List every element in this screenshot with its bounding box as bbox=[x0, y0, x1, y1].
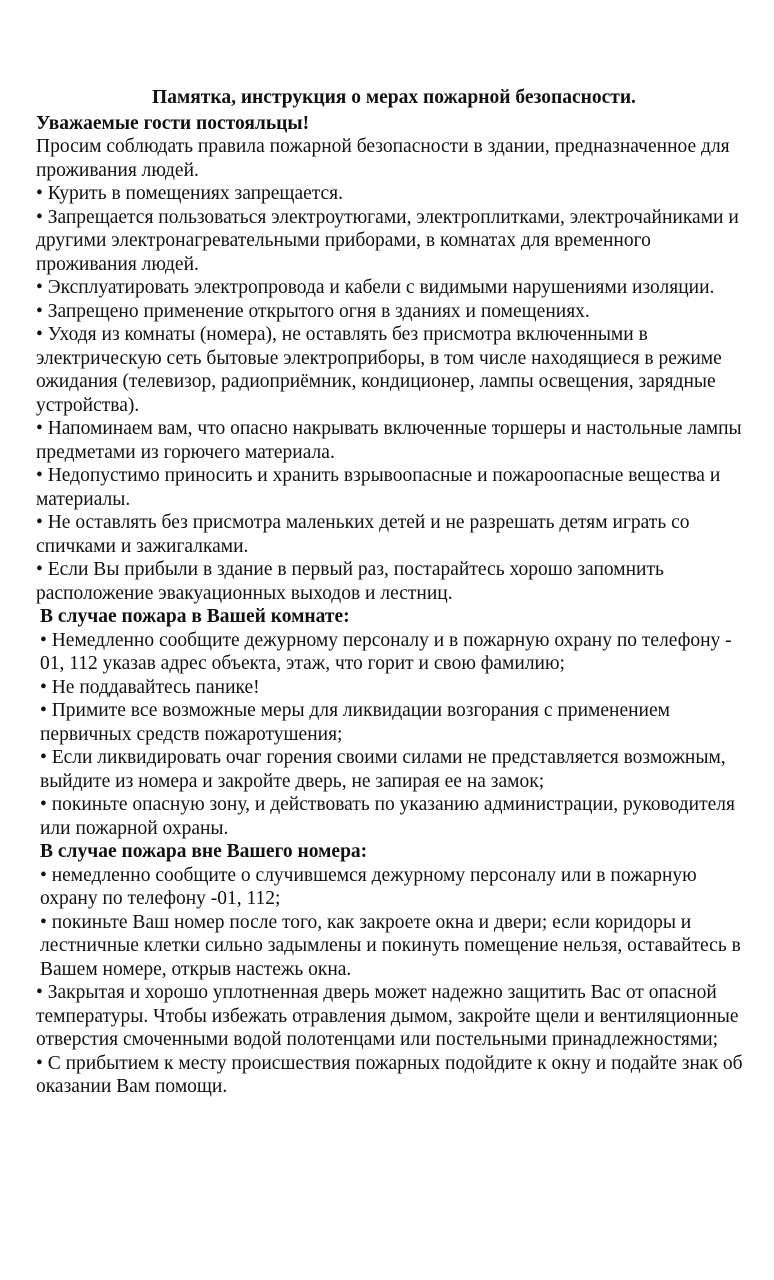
instruction-item: • Закрытая и хорошо уплотненная дверь может надежно защитить Вас от опасной температуры. Чтобы избежать отравления дымом, закройте щели и вентиляционные отверстия смоченными водой полотенцами или постельными принадлежностями; bbox=[36, 982, 739, 1050]
rule-item: • Напоминаем вам, что опасно накрывать включенные торшеры и настольные лампы предметами из горючего материала. bbox=[36, 418, 742, 463]
instruction-item: • покиньте опасную зону, и действовать по указанию администрации, руководителя или пожарной охраны. bbox=[40, 794, 735, 839]
rule-item: • Курить в помещениях запрещается. bbox=[36, 183, 344, 204]
section-heading-in-room: В случае пожара в Вашей комнате: bbox=[40, 606, 350, 627]
rule-item: • Запрещено применение открытого огня в зданиях и помещениях. bbox=[36, 300, 590, 322]
fire-safety-memo bbox=[36, 86, 748, 1099]
instruction-item: • Примите все возможные меры для ликвидации возгорания с применением первичных средств пожаротушения; bbox=[40, 700, 670, 745]
instruction-item: • Если ликвидировать очаг горения своими силами не представляется возможным, выйдите из номера и закройте дверь, не запирая ее на замок; bbox=[40, 747, 726, 792]
instruction-item: • покиньте Ваш номер после того, как закроете окна и двери; если коридоры и лестничные клетки сильно задымлены и покинуть помещение нельзя, оставайтесь в Вашем номере, открыв настежь окна. bbox=[40, 911, 741, 980]
rule-item: • Уходя из комнаты (номера), не оставлять без присмотра включенными в электрическую сеть бытовые электроприборы, в том числе находящиеся в режиме ожидания (телевизор, радиоприёмник, кондиционер, лампы освещения, зарядные устройства). bbox=[36, 324, 722, 416]
section-fire-outside bbox=[36, 840, 748, 1099]
instruction-item: • Немедленно сообщите дежурному персоналу и в пожарную охрану по телефону - 01, 112 указав адрес объекта, этаж, что горит и свою фамилию; bbox=[40, 629, 732, 674]
greeting: Уважаемые гости постояльцы! bbox=[36, 112, 310, 134]
intro-paragraph: Просим соблюдать правила пожарной безопасности в здании, предназначенное для проживания людей. bbox=[36, 136, 730, 181]
section-heading-outside: В случае пожара вне Вашего номера: bbox=[40, 841, 368, 862]
section-fire-in-room bbox=[36, 605, 748, 840]
instruction-item: • немедленно сообщите о случившемся дежурному персоналу или в пожарную охрану по телефону -01, 112; bbox=[40, 864, 697, 909]
document-title: Памятка, инструкция о мерах пожарной безопасности. bbox=[152, 87, 636, 108]
instruction-item: • С прибытием к месту происшествия пожарных подойдите к окну и подайте знак об оказании Вам помощи. bbox=[36, 1052, 743, 1097]
rule-item: • Запрещается пользоваться электроутюгами, электроплитками, электрочайниками и другими электронагревательными приборами, в комнатах для временного проживания людей. bbox=[36, 206, 739, 275]
rules-list bbox=[36, 182, 748, 605]
instruction-item: • Не поддавайтесь панике! bbox=[40, 676, 260, 698]
rule-item: • Не оставлять без присмотра маленьких детей и не разрешать детям играть со спичками и зажигалками. bbox=[36, 512, 690, 557]
rule-item: • Недопустимо приносить и хранить взрывоопасные и пожароопасные вещества и материалы. bbox=[36, 465, 721, 510]
rule-item: • Эксплуатировать электропровода и кабели с видимыми нарушениями изоляции. bbox=[36, 277, 715, 298]
rule-item: • Если Вы прибыли в здание в первый раз, постарайтесь хорошо запомнить расположение эвакуационных выходов и лестниц. bbox=[36, 559, 664, 604]
